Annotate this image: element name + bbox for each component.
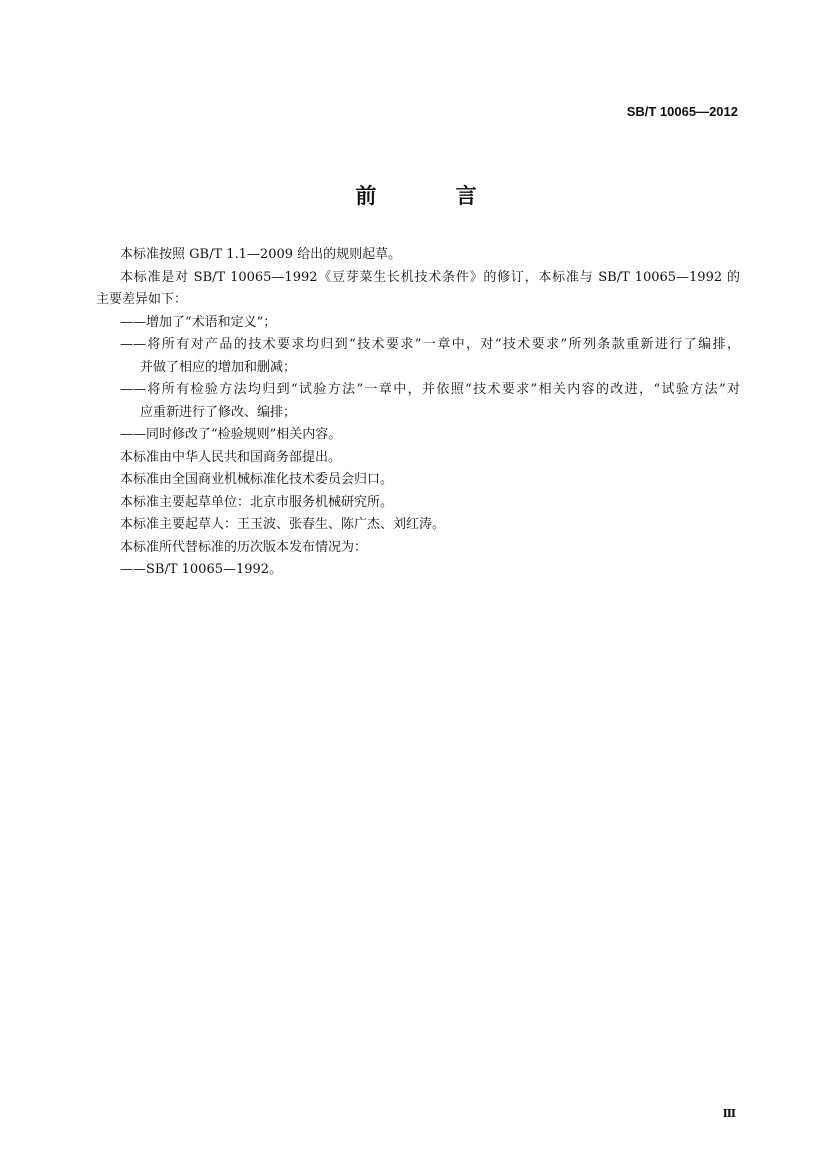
dash-item: ——增加了“术语和定义”； [120, 314, 277, 330]
dash-item: ——将所有检验方法均归到“试验方法”一章中，并依照“技术要求”相关内容的改进，“试验方法”对 [120, 382, 740, 397]
dash-item: ——同时修改了“检验规则”相关内容。 [120, 427, 342, 442]
paragraph-line: 本标准是对 SB/T 10065—1992《豆芽菜生长机技术条件》的修订，本标准与 SB/T 10065—1992 的 [120, 269, 740, 285]
paragraph-line: 本标准主要起草人：王玉波、张春生、陈广杰、刘红涛。 [120, 517, 446, 532]
paragraph-line: 本标准由全国商业机械标准化技术委员会归口。 [120, 472, 394, 487]
dash-item-continuation: 并做了相应的增加和删减； [140, 359, 297, 375]
page-title: 前 言 [355, 184, 513, 208]
paragraph-line: 本标准按照 GB/T 1.1—2009 给出的规则起草。 [120, 247, 402, 262]
paragraph-line: 本标准由中华人民共和国商务部提出。 [120, 449, 342, 465]
paragraph-line: 本标准主要起草单位：北京市服务机械研究所。 [120, 494, 394, 510]
dash-item: ——SB/T 10065—1992。 [120, 562, 283, 577]
paragraph-line: 本标准所代替标准的历次版本发布情况为： [120, 539, 368, 555]
dash-item-continuation: 应重新进行了修改、编排； [140, 404, 297, 420]
standard-code: SB/T 10065—2012 [626, 104, 738, 119]
dash-item: ——将所有对产品的技术要求均归到“技术要求”一章中，对“技术要求”所列条款重新进行了编排， [120, 337, 740, 352]
foreword-body [96, 244, 740, 582]
page-number: Ⅲ [722, 1107, 736, 1120]
paragraph-line: 主要差异如下： [96, 292, 188, 307]
